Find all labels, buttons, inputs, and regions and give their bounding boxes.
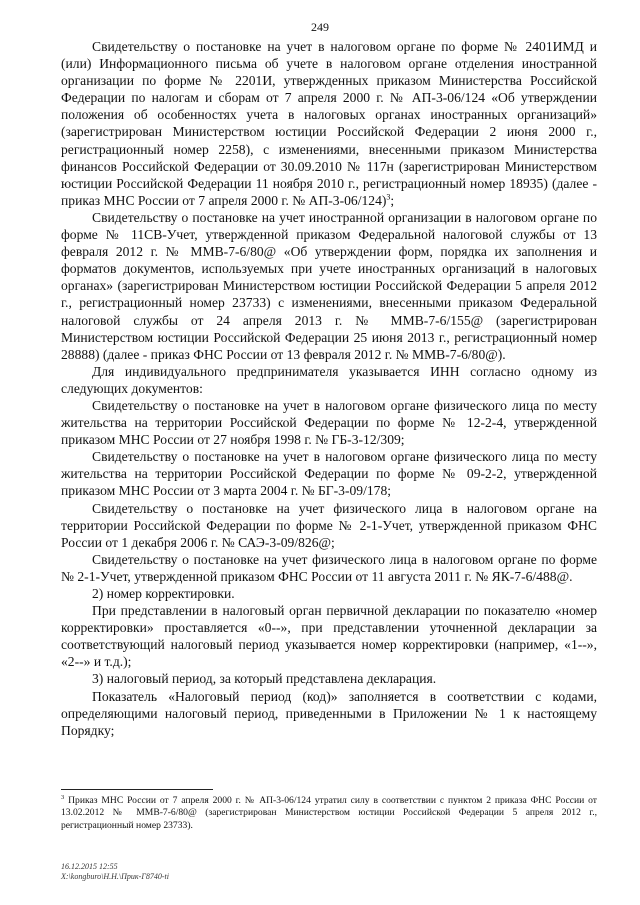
footnote-ref[interactable]: 3 xyxy=(386,192,391,202)
paragraph-11: Показатель «Налоговый период (код)» заполняется в соответствии с кодами, определяющими налоговый период, приведенными в Приложении № 1 к настоящему Порядку; xyxy=(61,688,597,738)
file-stamp xyxy=(61,862,169,882)
paragraph-6: Свидетельству о постановке на учет физического лица в налоговом органе на территории Российской Федерации по форме № 2-1-Учет, утвержденной приказом ФНС России от 1 декабря 2006 г. № САЭ-3-09/826@; xyxy=(61,500,597,550)
footnote-marker: 3 xyxy=(61,793,65,801)
footnote-divider xyxy=(61,789,213,790)
paragraph-8: 2) номер корректировки. xyxy=(92,586,235,601)
paragraph-9: При представлении в налоговый орган первичной декларации по показателю «номер корректировки» проставляется «0--», при представлении уточненной декларации за соответствующий налоговый период указывается номер корректировки (например, «1--», «2--» и т.д.); xyxy=(61,603,597,670)
paragraph-10: 3) налоговый период, за который представлена декларация. xyxy=(92,671,437,687)
paragraph-3: Для индивидуального предпринимателя указывается ИНН согласно одному из следующих документов: xyxy=(61,363,597,396)
paragraph-2: Свидетельству о постановке на учет иностранной организации в налоговом органе по форме № 11СВ-Учет, утвержденной приказом Федеральной налоговой службы от 13 февраля 2012 г. № ММВ-7-6/80@ «Об утверждении форм, порядка их заполнения и форматов документов, используемых при учете иностранных организаций в налоговых органах» (зарегистрирован Министерством юстиции Российской Федерации 5 апреля 2012 г., регистрационный номер 23733) с изменениями, внесенными приказом Федеральной налоговой службы от 24 апреля 2013 г. № ММВ-7-6/155@ (зарегистрирован Министерством юстиции Российской Федерации 25 июня 2013 г., регистрационный номер 28888) (далее - приказ ФНС России от 13 февраля 2012 г. № ММВ-7-6/80@). xyxy=(61,209,597,362)
footnote-text: Приказ МНС России от 7 апреля 2000 г. № АП-3-06/124 утратил силу в соответствии с пунктом 2 приказа ФНС России от 13.02.2012 № ММВ-7-6/80@ (зарегистрирован Министерством юстиции Российской Федерации 5 апреля 2012 г., регистрационный номер 23733). xyxy=(61,795,597,831)
footnote xyxy=(61,795,597,832)
paragraph-1: Свидетельству о постановке на учет в налоговом органе по форме № 2401ИМД и (или) Информационного письма об учете в налоговом органе отделения иностранной организации по форме № 2201И, утвержденных приказом Министерства Российской Федерации по налогам и сборам от 7 апреля 2000 г. № АП-3-06/124 «Об утверждении положения об особенностях учета в налоговых органах иностранных организаций» (зарегистрирован Министерством юстиции Российской Федерации 2 июня 2000 г., регистрационный номер 2258), с изменениями, внесенными приказом Министерства финансов Российской Федерации от 30.09.2010 № 117н (зарегистрирован Министерством юстиции Российской Федерации 11 ноября 2010 г., регистрационный номер 18935) (далее - приказ МНС России от 7 апреля 2000 г. № АП-3-06/124)$^3$; xyxy=(61,39,597,208)
document-body xyxy=(61,38,597,739)
paragraph-5: Свидетельству о постановке на учет в налоговом органе физического лица по месту жительства на территории Российской Федерации по форме № 09-2-2, утвержденной приказом МНС России от 3 марта 2004 г. № БГ-3-09/178; xyxy=(61,449,597,499)
stamp-path: X:\kongburo\Н.Н.\Прик-Г8740-ti xyxy=(61,872,169,881)
paragraph-7: Свидетельству о постановке на учет физического лица в налоговом органе по форме № 2-1-Учет, утвержденной приказом ФНС России от 11 августа 2011 г. № ЯК-7-6/488@. xyxy=(61,551,597,584)
page-number: 249 xyxy=(311,20,329,34)
stamp-date: 16.12.2015 12:55 xyxy=(61,862,118,871)
paragraph-4: Свидетельству о постановке на учет в налоговом органе физического лица по месту жительства на территории Российской Федерации по форме № 12-2-4, утвержденной приказом МНС России от 27 ноября 1998 г. № ГБ-3-12/309; xyxy=(61,397,597,448)
